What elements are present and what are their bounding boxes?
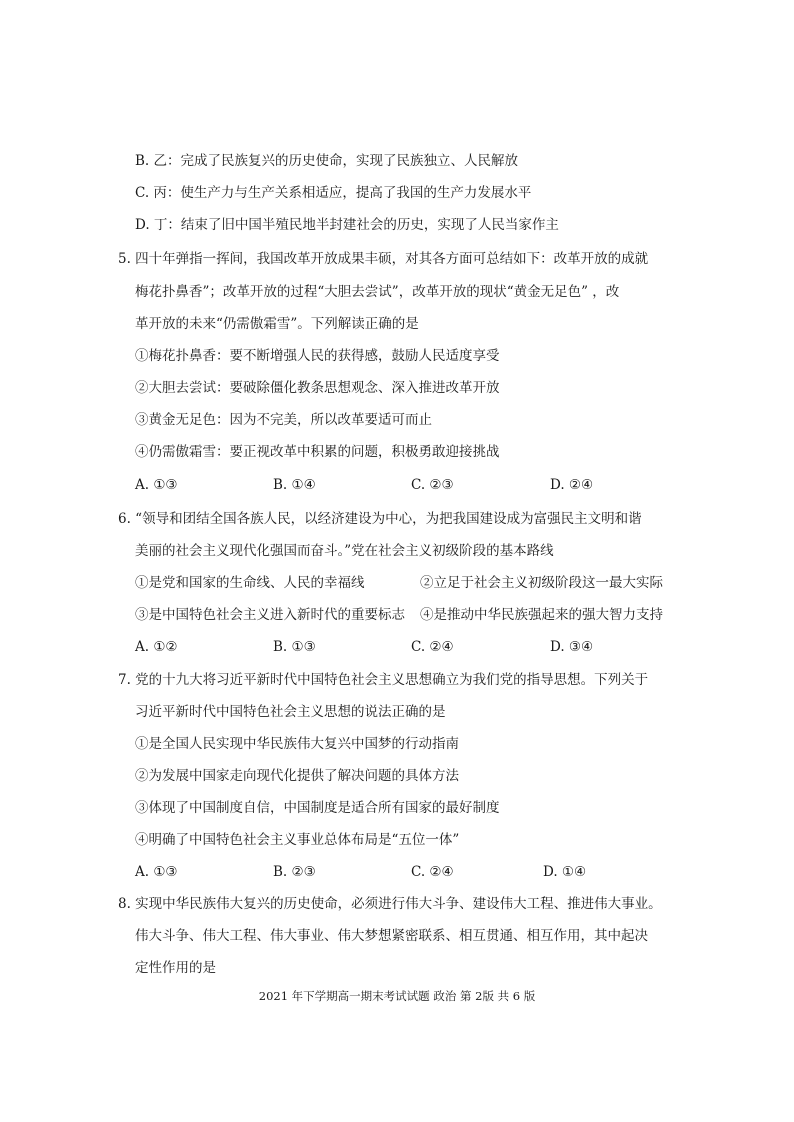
q6-option-d: D. ③④: [550, 639, 594, 655]
q5-stem-line1: 5. 四十年弹指一挥间，我国改革开放成果丰硕，对其各方面可总结如下：改革开放的成就: [118, 251, 649, 267]
q5-statement-4: ④仍需傲霜雪：要正视改革中积累的问题，积极勇敢迎接挑战: [135, 444, 500, 460]
q5-statement-2: ②大胆去尝试：要破除僵化教条思想观念、深入推进改革开放: [135, 380, 500, 396]
q7-option-d: D. ①④: [543, 864, 587, 880]
q6-statement-4: ④是推动中华民族强起来的强大智力支持: [420, 607, 663, 623]
q6-stem-line1: 6. “领导和团结全国各族人民，以经济建设为中心，为把我国建设成为富强民主文明和谐: [118, 511, 642, 527]
q7-option-a: A. ①③: [135, 864, 178, 880]
q7-stem-line1: 7. 党的十九大将习近平新时代中国特色社会主义思想确立为我们党的指导思想。下列关于: [118, 672, 649, 688]
page-footer: 2021 年下学期高一期末考试试题 政治 第 2版 共 6 版: [258, 989, 536, 1003]
q5-option-a: A. ①③: [135, 477, 178, 493]
q4-option-b: B. 乙：完成了民族复兴的历史使命，实现了民族独立、人民解放: [135, 153, 519, 169]
q4-option-d: D. 丁：结束了旧中国半殖民地半封建社会的历史，实现了人民当家作主: [135, 217, 559, 233]
q7-option-b: B. ②③: [273, 864, 316, 880]
q6-option-a: A. ①②: [135, 639, 178, 655]
q7-statement-4: ④明确了中国特色社会主义事业总体布局是“五位一体”: [135, 832, 460, 848]
q5-option-b: B. ①④: [273, 477, 316, 493]
q6-statement-2: ②立足于社会主义初级阶段这一最大实际: [420, 575, 663, 591]
q6-stem-line2: 美丽的社会主义现代化强国而奋斗。”党在社会主义初级阶段的基本路线: [135, 543, 554, 559]
q8-stem-line3: 定性作用的是: [135, 960, 216, 976]
q7-option-c: C. ②④: [411, 864, 454, 880]
q4-option-c: C. 丙：使生产力与生产关系相适应，提高了我国的生产力发展水平: [135, 185, 532, 201]
q7-statement-3: ③体现了中国制度自信，中国制度是适合所有国家的最好制度: [135, 800, 500, 816]
q5-option-c: C. ②③: [411, 477, 454, 493]
q5-statement-1: ①梅花扑鼻香：要不断增强人民的获得感，鼓励人民适度享受: [135, 348, 500, 364]
q5-statement-3: ③黄金无足色：因为不完美，所以改革要适可而止: [135, 412, 432, 428]
q6-statement-1: ①是党和国家的生命线、人民的幸福线: [135, 575, 365, 591]
q8-stem-line1: 8. 实现中华民族伟大复兴的历史使命，必须进行伟大斗争、建设伟大工程、推进伟大事业。: [118, 896, 662, 912]
q8-stem-line2: 伟大斗争、伟大工程、伟大事业、伟大梦想紧密联系、相互贯通、相互作用，其中起决: [135, 928, 648, 944]
q5-stem-line3: 革开放的未来“仍需傲霜雪”。下列解读正确的是: [135, 316, 419, 332]
q6-option-c: C. ②④: [411, 639, 454, 655]
q5-stem-line2: 梅花扑鼻香”；改革开放的过程“大胆去尝试”，改革开放的现状“黄金无足色” ，改: [135, 284, 620, 300]
q7-statement-2: ②为发展中国家走向现代化提供了解决问题的具体方法: [135, 768, 459, 784]
q7-statement-1: ①是全国人民实现中华民族伟大复兴中国梦的行动指南: [135, 736, 459, 752]
q7-stem-line2: 习近平新时代中国特色社会主义思想的说法正确的是: [135, 704, 446, 720]
q6-statement-3: ③是中国特色社会主义进入新时代的重要标志: [135, 607, 405, 623]
q6-option-b: B. ①③: [273, 639, 316, 655]
q5-option-d: D. ②④: [550, 477, 594, 493]
